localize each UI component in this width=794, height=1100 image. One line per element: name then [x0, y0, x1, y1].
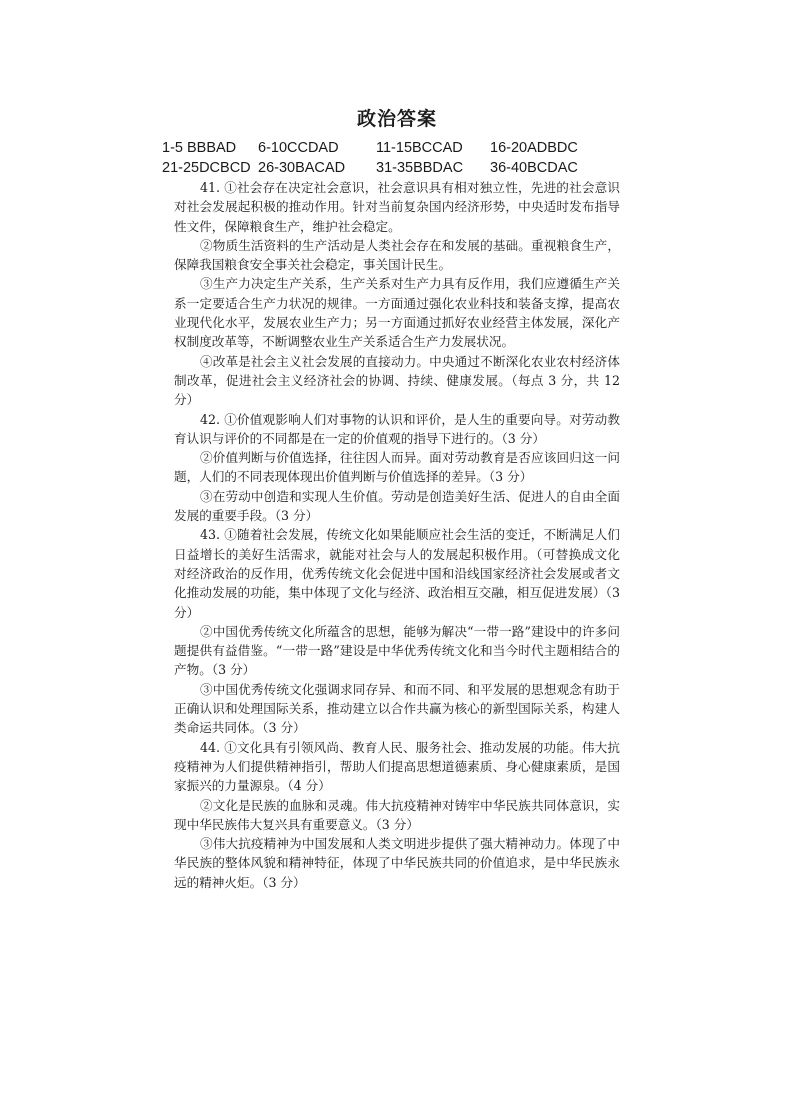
answer-paragraph-41-1: 41. ①社会存在决定社会意识，社会意识具有相对独立性，先进的社会意识对社会发展起积极的推动作用。针对当前复杂国内经济形势，中央适时发布指导性文件，保障粮食生产，维护社会稳定。	[174, 180, 620, 234]
answer-key-row	[162, 158, 642, 178]
answer-paragraph-44-3: ③伟大抗疫精神为中国发展和人类文明进步提供了强大精神动力。体现了中华民族的整体风貌和精神特征，体现了中华民族共同的价值追求，是中华民族永远的精神火炬。（3 分）	[174, 836, 620, 890]
answer-paragraph-43-1: 43. ①随着社会发展，传统文化如果能顺应社会生活的变迁，不断满足人们日益增长的美好生活需求，就能对社会与人的发展起积极作用。（可替换成文化对经济政治的反作用，优秀传统文化会促进中国和沿线国家经济社会发展或者文化推动发展的功能，集中体现了文化与经济、政治相互交融，相互促进发展）（3 分）	[174, 527, 620, 620]
answer-key-group: 31-35BBDAC	[376, 160, 464, 176]
answer-key-group: 11-15BCCAD	[376, 140, 463, 156]
answer-paragraph-42-1: 42. ①价值观影响人们对事物的认识和评价，是人生的重要向导。对劳动教育认识与评价的不同都是在一定的价值观的指导下进行的。（3 分）	[174, 411, 620, 446]
answer-key-block	[162, 138, 642, 178]
answer-paragraph-42-2: ②价值判断与价值选择，往往因人而异。面对劳动教育是否应该回归这一问题，人们的不同表现体现出价值判断与价值选择的差异。（3 分）	[174, 450, 620, 485]
answer-paragraph-41-3: ③生产力决定生产关系，生产关系对生产力具有反作用，我们应遵循生产关系一定要适合生产力状况的规律。一方面通过强化农业科技和装备支撑，提高农业现代化水平，发展农业生产力；另一方面通过抓好农业经营主体发展，深化产权制度改革等，不断调整农业生产关系适合生产力发展状况。	[174, 276, 620, 350]
answer-paragraph-42-3: ③在劳动中创造和实现人生价值。劳动是创造美好生活、促进人的自由全面发展的重要手段。（3 分）	[174, 488, 620, 524]
answer-key-row	[162, 138, 642, 158]
answer-key-group: 26-30BACAD	[258, 160, 346, 176]
answer-explanations	[174, 178, 620, 892]
answer-paragraph-44-1: 44. ①文化具有引领风尚、教育人民、服务社会、推动发展的功能。伟大抗疫精神为人们提供精神指引，帮助人们提高思想道德素质、身心健康素质，是国家振兴的力量源泉。（4 分）	[174, 739, 620, 794]
answer-paragraph-44-2: ②文化是民族的血脉和灵魂。伟大抗疫精神对铸牢中华民族共同体意识，实现中华民族伟大复兴具有重要意义。（3 分）	[174, 797, 620, 832]
answer-paragraph-41-2: ②物质生活资料的生产活动是人类社会存在和发展的基础。重视粮食生产，保障我国粮食安全事关社会稳定，事关国计民生。	[174, 237, 620, 273]
page-title: 政治答案	[356, 108, 437, 130]
answer-paragraph-41-4: ④改革是社会主义社会发展的直接动力。中央通过不断深化农业农村经济体制改革，促进社会主义经济社会的协调、持续、健康发展。（每点 3 分，共 12 分）	[174, 353, 620, 408]
answer-paragraph-43-2: ②中国优秀传统文化所蕴含的思想，能够为解决“一带一路”建设中的许多问题提供有益借鉴。“一带一路”建设是中华优秀传统文化和当今时代主题相结合的产物。（3 分）	[174, 623, 620, 678]
answer-paragraph-43-3: ③中国优秀传统文化强调求同存异、和而不同、和平发展的思想观念有助于正确认识和处理国际关系，推动建立以合作共赢为核心的新型国际关系，构建人类命运共同体。（3 分）	[174, 681, 620, 736]
answer-key-group: 1-5 BBBAD	[162, 140, 237, 156]
answer-key-group: 36-40BCDAC	[490, 160, 578, 176]
answer-key-group: 6-10CCDAD	[258, 140, 339, 156]
answer-key-group: 21-25DCBCD	[162, 160, 251, 176]
answer-key-group: 16-20ADBDC	[490, 140, 578, 156]
